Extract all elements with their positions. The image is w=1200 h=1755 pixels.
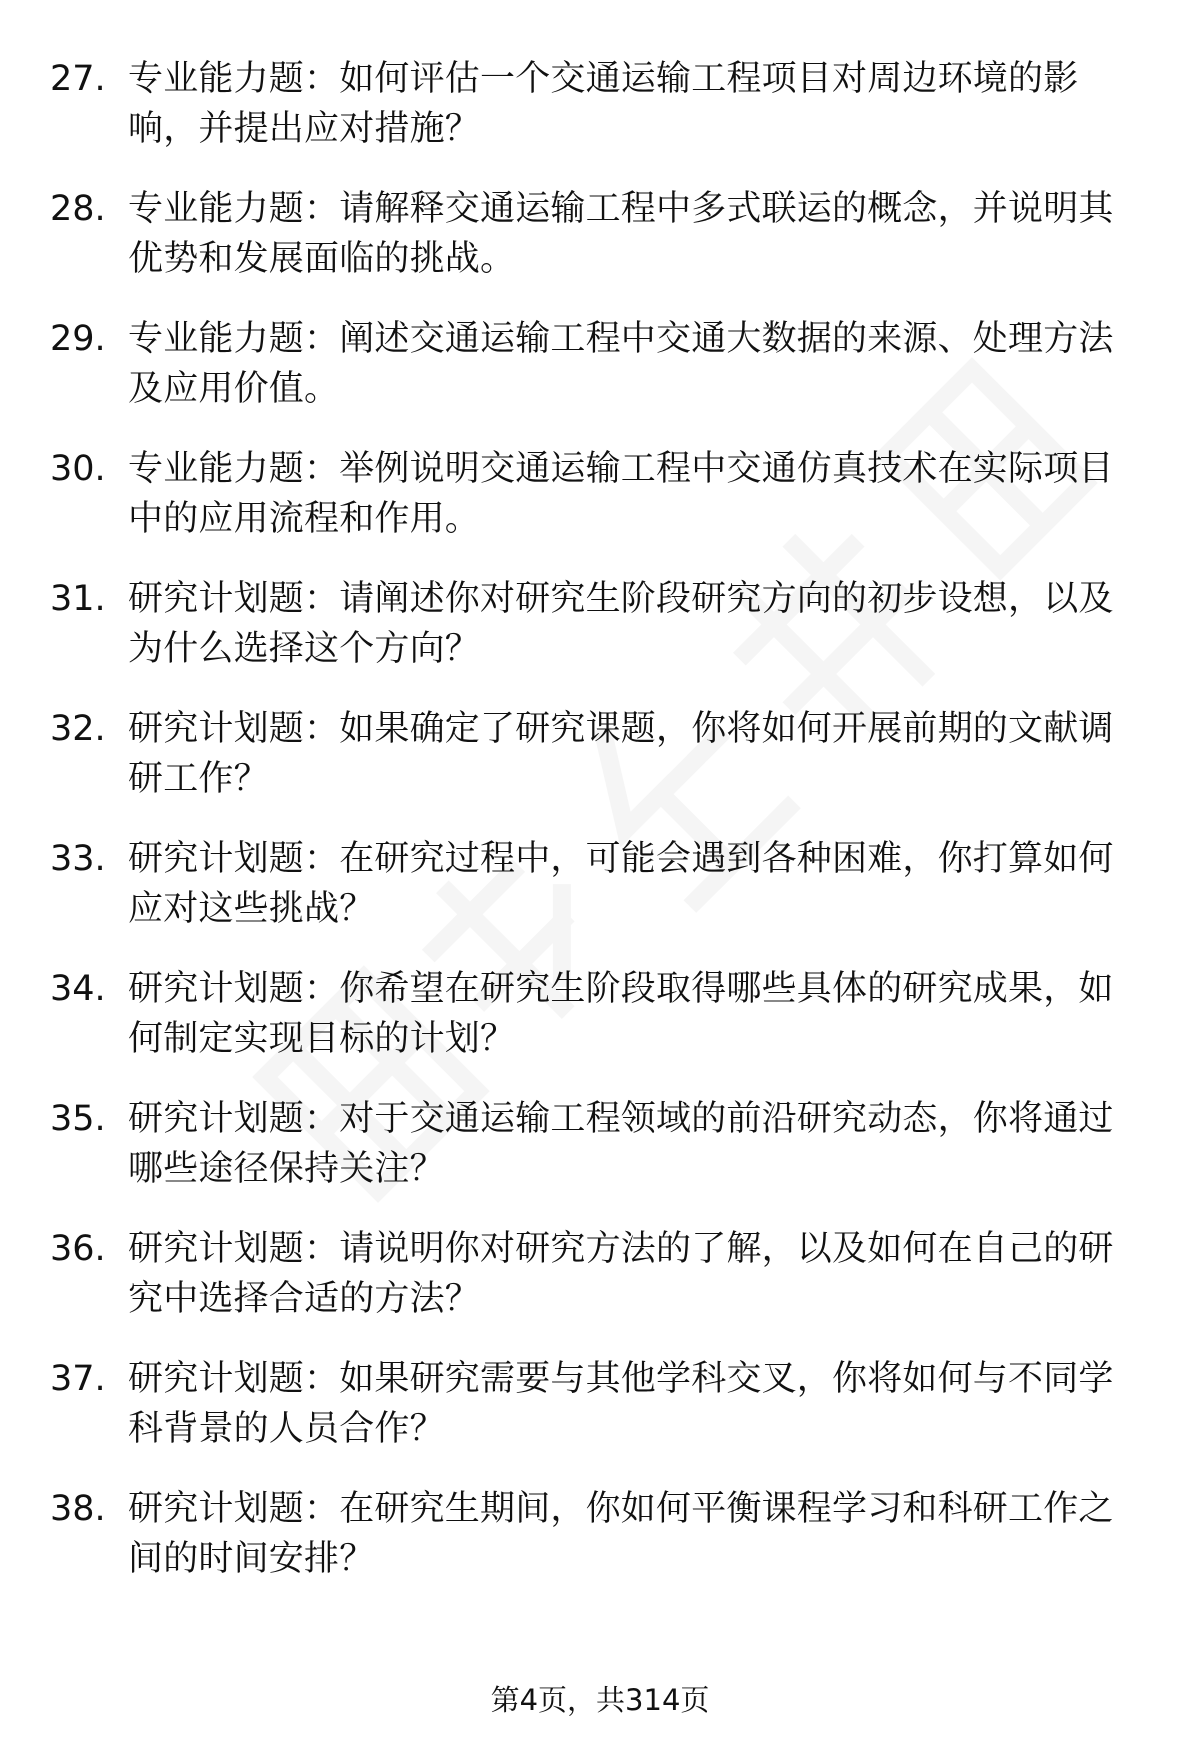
question-item-35 bbox=[50, 1094, 1140, 1224]
question-number: 32. bbox=[50, 709, 106, 749]
question-number: 30. bbox=[50, 449, 106, 489]
question-item-29 bbox=[50, 314, 1140, 444]
question-text: 专业能力题：如何评估一个交通运输工程项目对周边环境的影响，并提出应对措施？ bbox=[128, 59, 1079, 149]
question-item-34 bbox=[50, 964, 1140, 1094]
page-number-text: 第4页，共314页 bbox=[490, 1683, 710, 1717]
question-item-30 bbox=[50, 444, 1140, 574]
question-text: 专业能力题：请解释交通运输工程中多式联运的概念，并说明其优势和发展面临的挑战。 bbox=[128, 189, 1114, 279]
question-text: 专业能力题：阐述交通运输工程中交通大数据的来源、处理方法及应用价值。 bbox=[128, 319, 1114, 409]
question-number: 28. bbox=[50, 189, 106, 229]
question-text: 研究计划题：在研究生期间，你如何平衡课程学习和科研工作之间的时间安排？ bbox=[128, 1489, 1114, 1579]
question-text: 研究计划题：请阐述你对研究生阶段研究方向的初步设想，以及为什么选择这个方向？ bbox=[128, 579, 1114, 669]
page-footer bbox=[0, 1681, 1200, 1719]
question-number: 27. bbox=[50, 59, 106, 99]
question-text: 研究计划题：如果确定了研究课题，你将如何开展前期的文献调研工作？ bbox=[128, 709, 1114, 799]
question-list bbox=[50, 54, 1140, 1614]
question-item-27 bbox=[50, 54, 1140, 184]
question-text: 研究计划题：如果研究需要与其他学科交叉，你将如何与不同学科背景的人员合作？ bbox=[128, 1359, 1114, 1449]
question-item-37 bbox=[50, 1354, 1140, 1484]
question-text: 研究计划题：对于交通运输工程领域的前沿研究动态，你将通过哪些途径保持关注？ bbox=[128, 1099, 1114, 1189]
question-text: 研究计划题：在研究过程中，可能会遇到各种困难，你打算如何应对这些挑战？ bbox=[128, 839, 1114, 929]
question-item-36 bbox=[50, 1224, 1140, 1354]
question-text: 研究计划题：你希望在研究生阶段取得哪些具体的研究成果，如何制定实现目标的计划？ bbox=[128, 969, 1114, 1059]
question-number: 33. bbox=[50, 839, 106, 879]
question-number: 35. bbox=[50, 1099, 106, 1139]
question-number: 34. bbox=[50, 969, 106, 1009]
question-number: 37. bbox=[50, 1359, 106, 1399]
question-text: 研究计划题：请说明你对研究方法的了解，以及如何在自己的研究中选择合适的方法？ bbox=[128, 1229, 1114, 1319]
question-number: 38. bbox=[50, 1489, 106, 1529]
question-number: 36. bbox=[50, 1229, 106, 1269]
question-item-31 bbox=[50, 574, 1140, 704]
question-item-32 bbox=[50, 704, 1140, 834]
question-number: 31. bbox=[50, 579, 106, 619]
question-number: 29. bbox=[50, 319, 106, 359]
question-item-28 bbox=[50, 184, 1140, 314]
question-item-38 bbox=[50, 1484, 1140, 1614]
question-item-33 bbox=[50, 834, 1140, 964]
question-text: 专业能力题：举例说明交通运输工程中交通仿真技术在实际项目中的应用流程和作用。 bbox=[128, 449, 1114, 539]
